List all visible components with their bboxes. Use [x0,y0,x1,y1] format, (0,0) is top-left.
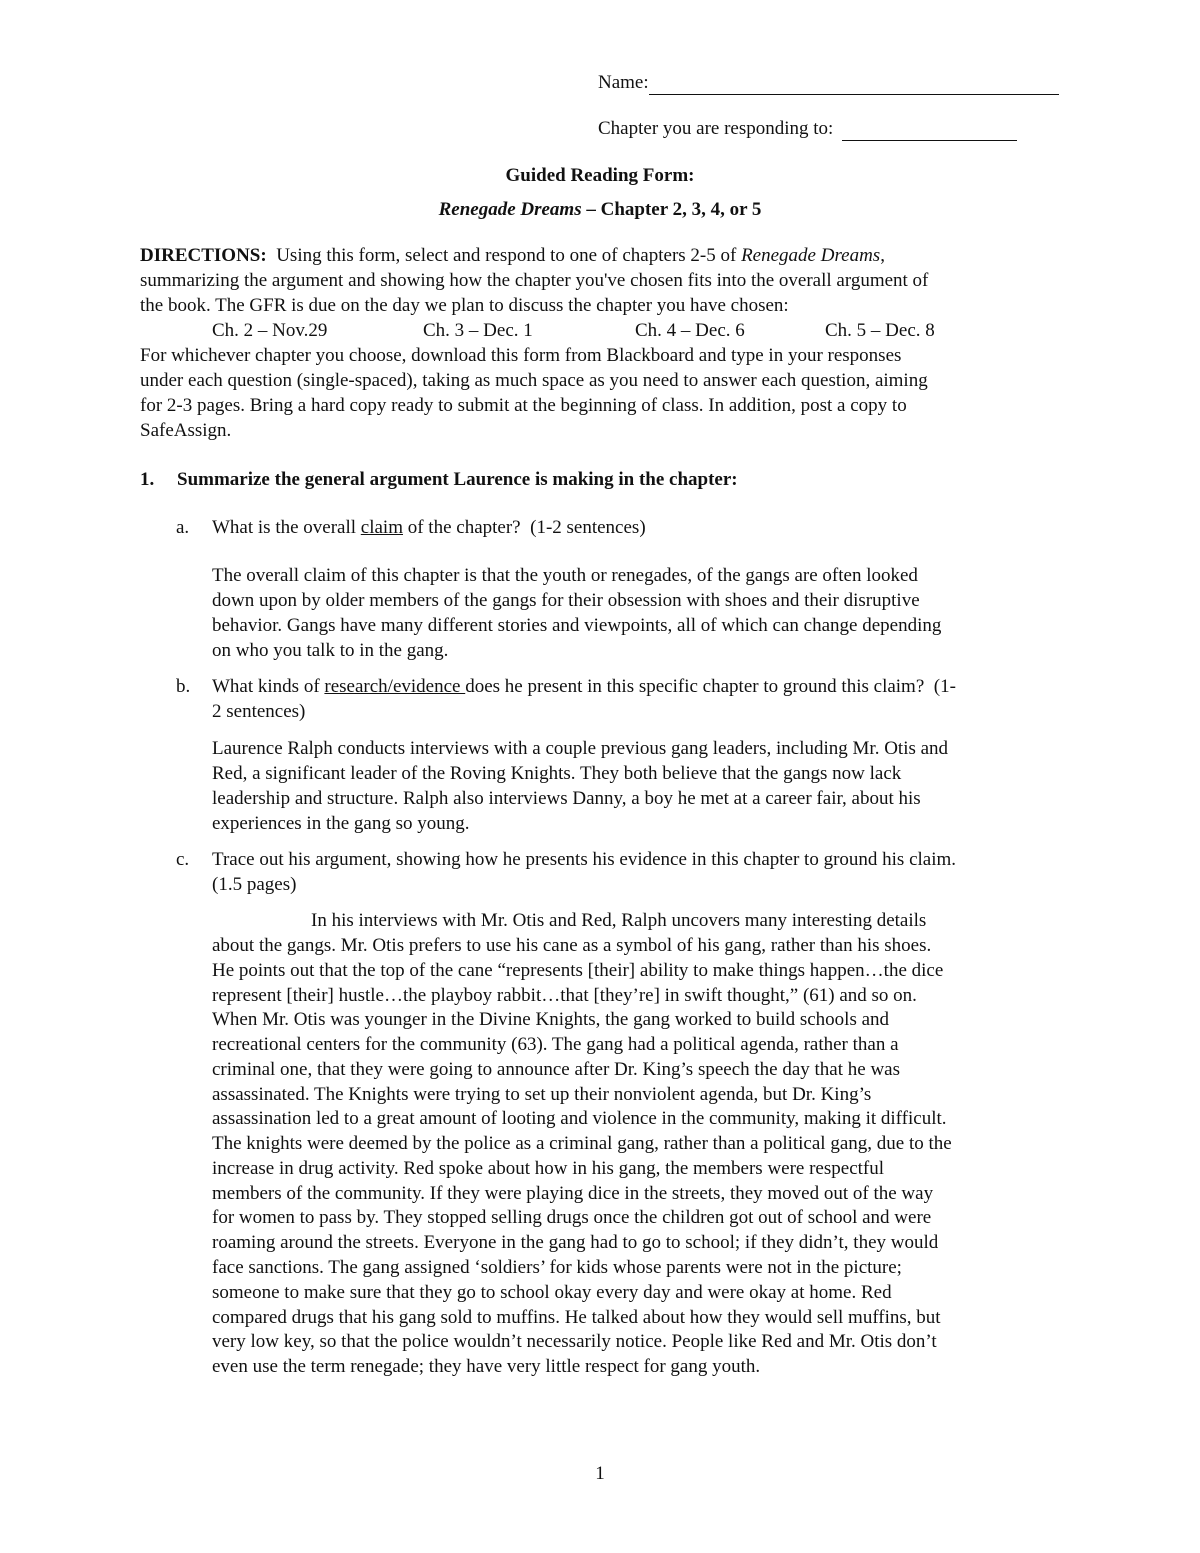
question-b-text [212,674,956,699]
directions-line-6: under each question (single-spaced), taking as much space as you need to answer each question, aiming [140,370,928,391]
answer-line: experiences in the gang so young. [212,813,470,834]
answer-line: about the gangs. Mr. Otis prefers to use his cane as a symbol of his gang, rather than his shoes. [212,935,932,956]
answer-line: increase in drug activity. Red spoke about how in his gang, the members were respectful [212,1158,885,1179]
answer-line: roaming around the streets. Everyone in the gang had to go to school; if they didn’t, they would [212,1232,939,1253]
due-date: Ch. 2 – Nov.29 [212,320,328,341]
directions-line-3: the book. The GFR is due on the day we plan to discuss the chapter you have chosen: [140,295,789,316]
answer-line: He points out that the top of the cane “represents [their] ability to make things happen…the dice [212,960,944,981]
answer-line: assassinated. The Knights were trying to set up their nonviolent agenda, but Dr. King’s [212,1084,872,1105]
question-b-underlined: research/evidence [324,676,466,697]
question-a-pre: What is the overall [212,517,361,538]
question-a-post: of the chapter? (1-2 sentences) [402,517,646,538]
answer-line: down upon by older members of the gangs for their obsession with shoes and their disruptive [212,590,920,611]
answer-line: The overall claim of this chapter is that the youth or renegades, of the gangs are often looked [212,565,918,586]
directions-line-1 [140,243,885,268]
answer-line: behavior. Gangs have many different stories and viewpoints, all of which can change depending [212,615,942,636]
question-1-number: 1. [140,469,155,490]
name-label: Name: [598,72,649,93]
directions-line-2: summarizing the argument and showing how the chapter you've chosen fits into the overall argument of [140,270,929,291]
answer-line: The knights were deemed by the police as a criminal gang, rather than a political gang, due to the [212,1133,952,1154]
answer-line: recreational centers for the community (63). The gang had a political agenda, rather than a [212,1034,899,1055]
page-number: 1 [595,1463,605,1484]
answer-line: face sanctions. The gang assigned ‘soldiers’ for kids whose parents were not in the picture; [212,1257,902,1278]
name-field [598,70,1059,95]
answer-line: even use the term renegade; they have very little respect for gang youth. [212,1356,761,1377]
directions-text: Using this form, select and respond to one of chapters 2-5 of [266,245,742,266]
directions-comma: , [880,245,885,266]
answer-line: assassination led to a great amount of looting and violence in the community, making it difficult. [212,1108,947,1129]
question-b-post: does he present in this specific chapter to ground this claim? (1- [465,676,956,697]
chapter-label: Chapter you are responding to: [598,118,834,139]
answer-line: compared drugs that his gang sold to muffins. He talked about how they would sell muffins, but [212,1307,941,1328]
answer-line: represent [their] hustle…the playboy rabbit…that [they’re] in swift thought,” (61) and so on. [212,985,917,1006]
question-a-underlined: claim [360,517,403,538]
answer-line: someone to make sure that they go to school okay every day and were okay at home. Red [212,1282,892,1303]
answer-line: members of the community. If they were playing dice in the streets, they moved out of the way [212,1183,934,1204]
question-c-letter: c. [176,849,190,870]
directions-line-7: for 2-3 pages. Bring a hard copy ready to submit at the beginning of class. In addition, post a copy to [140,395,907,416]
answer-line: leadership and structure. Ralph also interviews Danny, a boy he met at a career fair, about his [212,788,921,809]
chapter-field [598,116,1017,141]
question-1-heading: Summarize the general argument Laurence is making in the chapter: [177,469,738,490]
book-title: Renegade Dreams [438,199,582,220]
answer-line: on who you talk to in the gang. [212,640,449,661]
due-date: Ch. 4 – Dec. 6 [635,320,745,341]
form-title: Guided Reading Form: [505,165,695,186]
question-b-letter: b. [176,676,191,697]
answer-line: very low key, so that the police wouldn’t necessarily notice. People like Red and Mr. Otis don’t [212,1331,937,1352]
question-b-pre: What kinds of [212,676,325,697]
answer-line: criminal one, that they were going to announce after Dr. King’s speech the day that he was [212,1059,900,1080]
question-c-line-2: (1.5 pages) [212,874,297,895]
answer-line: Laurence Ralph conducts interviews with a couple previous gang leaders, including Mr. Otis and [212,738,949,759]
due-date: Ch. 5 – Dec. 8 [825,320,935,341]
question-a-text [212,515,646,540]
form-subtitle [0,197,1200,222]
directions-line-5: For whichever chapter you choose, download this form from Blackboard and type in your responses [140,345,902,366]
question-a-letter: a. [176,517,190,538]
answer-line: for women to pass by. They stopped selling drugs once the children got out of school and were [212,1207,932,1228]
question-c-text: Trace out his argument, showing how he presents his evidence in this chapter to ground his claim. [212,849,957,870]
name-blank[interactable] [649,74,1059,95]
directions-label: DIRECTIONS: [140,245,267,266]
chapter-blank[interactable] [842,120,1017,141]
subtitle-chapters: – Chapter 2, 3, 4, or 5 [581,199,762,220]
answer-line: When Mr. Otis was younger in the Divine Knights, the gang worked to build schools and [212,1009,890,1030]
question-b-line-2: 2 sentences) [212,701,306,722]
directions-line-8: SafeAssign. [140,420,232,441]
directions-book: Renegade Dreams [741,245,881,266]
due-date: Ch. 3 – Dec. 1 [423,320,533,341]
answer-line: In his interviews with Mr. Otis and Red, Ralph uncovers many interesting details [311,910,927,931]
answer-line: Red, a significant leader of the Roving Knights. They both believe that the gangs now lack [212,763,902,784]
